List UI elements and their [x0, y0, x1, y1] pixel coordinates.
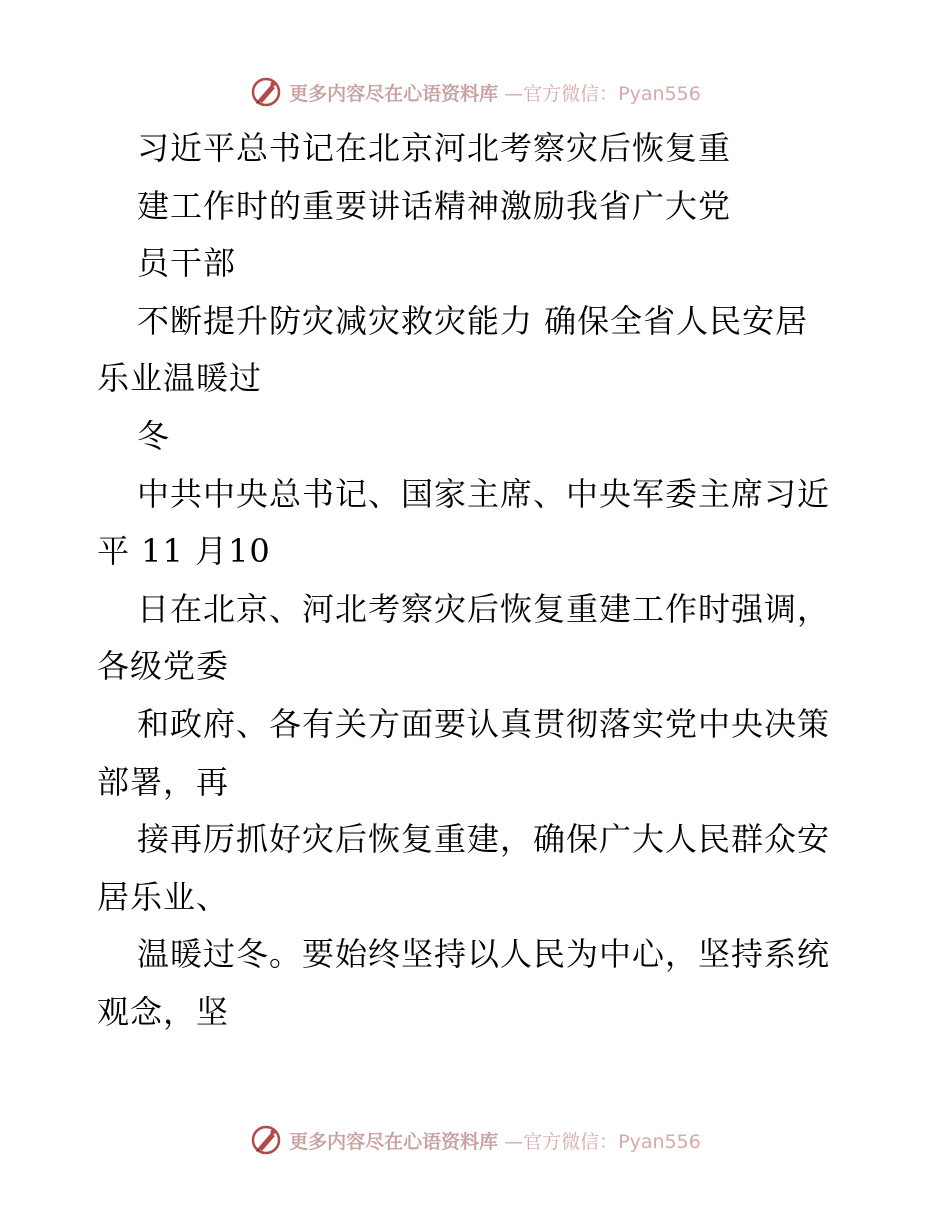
text-line: 部署，再	[97, 762, 230, 801]
banner-site-name: 更多内容尽在心语资料库	[289, 1130, 499, 1153]
text-line: 接再厉抓好灾后恢复重建，确保广大人民群众安	[137, 820, 831, 859]
banner-site-name: 更多内容尽在心语资料库	[289, 82, 499, 105]
text-line: 平 11 月10	[97, 532, 271, 571]
text-line: 温暖过冬。要始终坚持以人民为中心，坚持系统	[137, 935, 831, 974]
footer-banner	[0, 1120, 950, 1160]
pen-logo-icon	[249, 75, 283, 109]
banner-wechat: —官方微信：Pyan556	[504, 82, 701, 105]
text-line: 乐业温暖过	[97, 359, 263, 398]
text-line: 各级党委	[97, 647, 230, 686]
banner-wechat: —官方微信：Pyan556	[504, 1130, 701, 1153]
text-line: 和政府、各有关方面要认真贯彻落实党中央决策	[137, 704, 831, 743]
text-line: 员干部	[137, 244, 237, 283]
text-line: 不断提升防灾减灾救灾能力 确保全省人民安居	[137, 301, 809, 340]
text-line: 冬	[137, 416, 171, 455]
text-line: 居乐业、	[97, 877, 230, 916]
text-line: 中共中央总书记、国家主席、中央军委主席习近	[137, 474, 831, 513]
text-line: 日在北京、河北考察灾后恢复重建工作时强调，	[137, 589, 831, 628]
header-banner	[0, 72, 950, 112]
document-body	[97, 120, 857, 1042]
text-line: 习近平总书记在北京河北考察灾后恢复重	[137, 129, 732, 167]
text-line: 建工作时的重要讲话精神激励我省广大党	[137, 186, 732, 225]
text-line: 观念，坚	[97, 992, 230, 1031]
pen-logo-icon	[249, 1123, 283, 1157]
